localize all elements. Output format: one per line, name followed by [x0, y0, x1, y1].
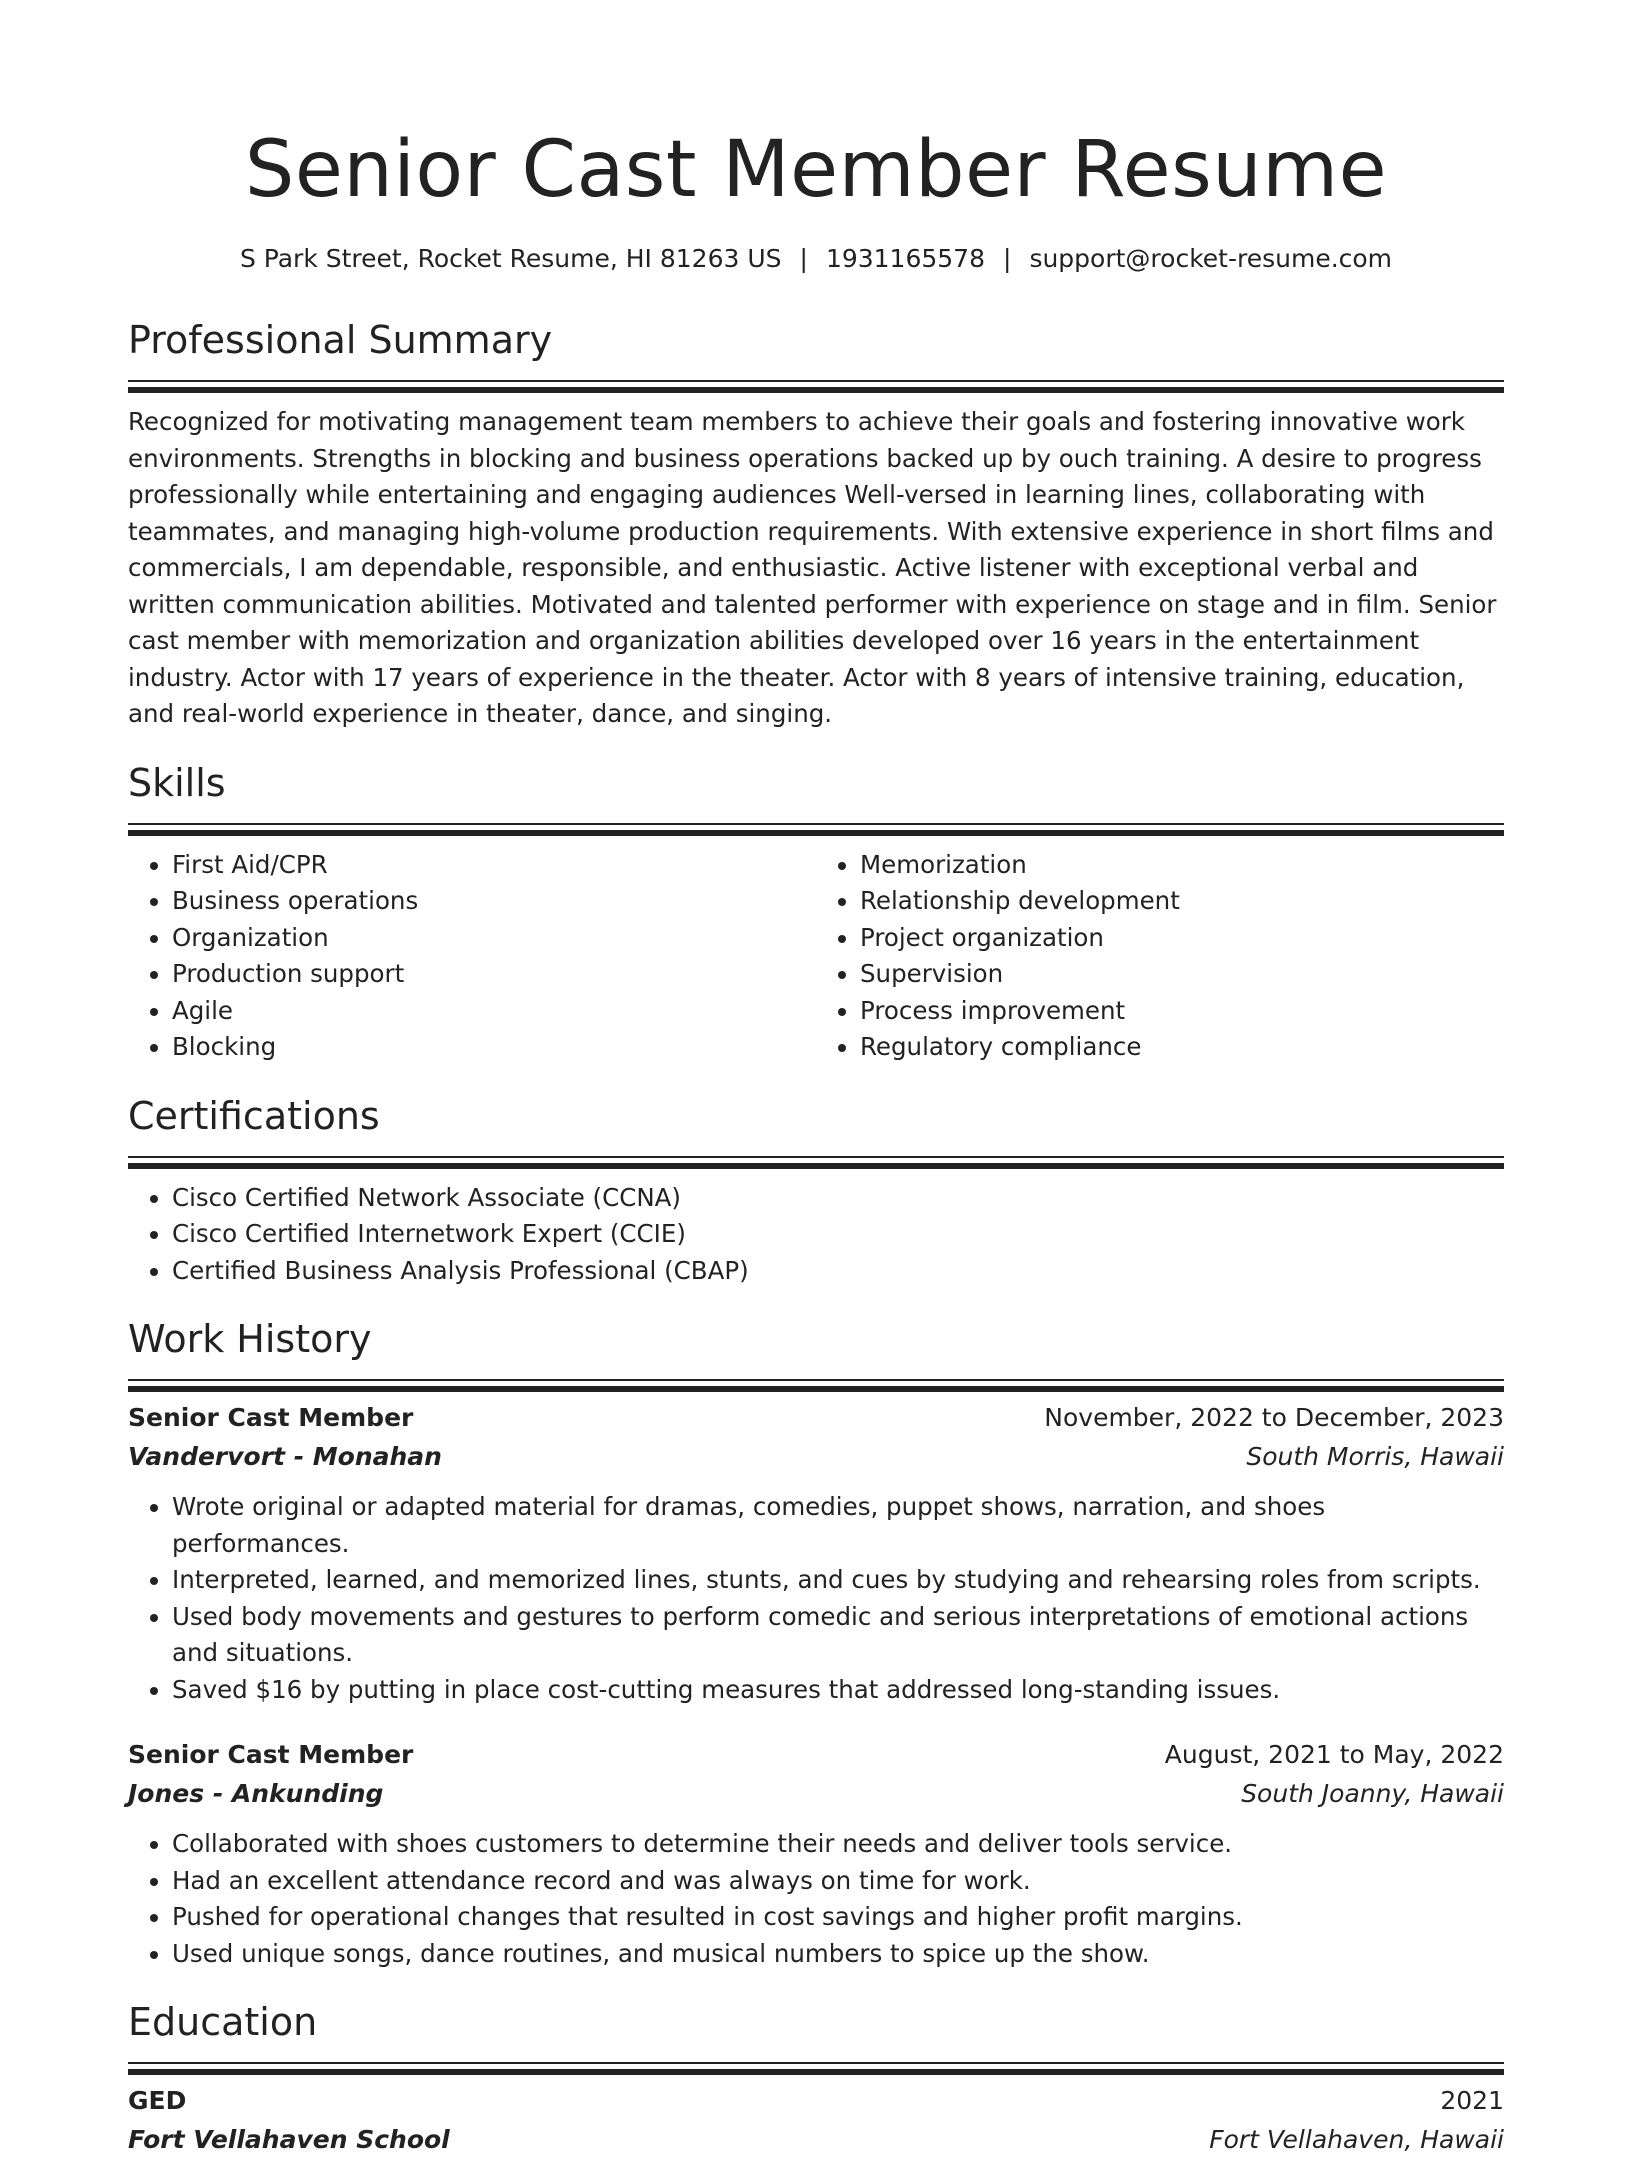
section-heading: Skills	[128, 760, 226, 805]
list-item: • Interpreted, learned, and memorized lines, stunts, and cues by studying and rehearsing roles from scripts.	[172, 1562, 1504, 1599]
list-item: • Memorization	[860, 847, 1504, 884]
job-entry	[128, 1399, 1504, 1708]
list-item: • Pushed for operational changes that resulted in cost savings and higher profit margins.	[172, 1899, 1504, 1936]
section-heading: Education	[128, 2000, 318, 2044]
section-divider	[128, 823, 1504, 825]
section-certifications	[128, 1090, 1504, 1290]
education-degree: GED	[128, 2086, 187, 2115]
list-item: • Used unique songs, dance routines, and musical numbers to spice up the show.	[172, 1936, 1504, 1973]
list-item: • Saved $16 by putting in place cost-cutting measures that addressed long-standing issues.	[172, 1672, 1504, 1709]
job-dates: August, 2021 to May, 2022	[1164, 1740, 1504, 1769]
section-divider	[128, 380, 1504, 382]
list-item: • Collaborated with shoes customers to determine their needs and deliver tools service.	[172, 1826, 1504, 1863]
education-entry	[128, 2082, 1504, 2160]
skills-column-left	[128, 847, 816, 1066]
contact-address: S Park Street, Rocket Resume, HI 81263 US	[239, 244, 782, 273]
section-work-history	[128, 1313, 1504, 1972]
section-professional-summary	[128, 314, 1504, 733]
section-education	[128, 1996, 1504, 2160]
list-item: • Project organization	[860, 920, 1504, 957]
list-item: • First Aid/CPR	[172, 847, 816, 884]
list-item: • Cisco Certified Network Associate (CCNA)	[172, 1180, 1504, 1217]
section-skills	[128, 757, 1504, 1066]
contact-separator: |	[799, 244, 808, 273]
section-heading: Professional Summary	[128, 318, 553, 362]
skills-column-right	[816, 847, 1504, 1066]
section-divider	[128, 1379, 1504, 1381]
list-item: • Wrote original or adapted material for dramas, comedies, puppet shows, narration, and shoes performances.	[172, 1489, 1504, 1562]
summary-text: Recognized for motivating management team members to achieve their goals and fostering innovative work environments. Strengths in blocking and business operations backed up by ouch training. A desire to progress professionally while entertaining and engaging audiences Well-versed in learning lines, collaborating with teammates, and managing high-volume production requirements. With extensive experience in short films and commercials, I am dependable, responsible, and enthusiastic. Active listener with exceptional verbal and written communication abilities. Motivated and talented performer with experience on stage and in film. Senior cast member with memorization and organization abilities developed over 16 years in the entertainment industry. Actor with 17 years of experience in the theater. Actor with 8 years of intensive training, education, and real-world experience in theater, dance, and singing.	[128, 407, 1497, 728]
list-item: • Regulatory compliance	[860, 1029, 1504, 1066]
skills-grid	[128, 847, 1504, 1066]
job-title: Senior Cast Member	[128, 1403, 414, 1432]
contact-line	[128, 242, 1504, 276]
job-title: Senior Cast Member	[128, 1740, 414, 1769]
list-item: • Used body movements and gestures to perform comedic and serious interpretations of emotional actions and situations.	[172, 1599, 1504, 1672]
resume-title: Senior Cast Member Resume	[244, 125, 1388, 215]
job-location: South Joanny, Hawaii	[1241, 1779, 1504, 1808]
section-heading: Certifications	[128, 1093, 380, 1138]
job-dates: November, 2022 to December, 2023	[1044, 1403, 1504, 1432]
job-location: South Morris, Hawaii	[1246, 1442, 1504, 1471]
list-item: • Business operations	[172, 883, 816, 920]
contact-email: support@rocket-resume.com	[1029, 244, 1393, 273]
job-company: Jones - Ankunding	[128, 1779, 384, 1808]
section-divider	[128, 1156, 1504, 1158]
job-company: Vandervort - Monahan	[128, 1442, 442, 1471]
list-item: • Cisco Certified Internetwork Expert (CCIE)	[172, 1216, 1504, 1253]
contact-phone: 1931165578	[825, 244, 985, 273]
list-item: • Organization	[172, 920, 816, 957]
list-item: • Production support	[172, 956, 816, 993]
list-item: • Certified Business Analysis Professional (CBAP)	[172, 1253, 1504, 1290]
education-year: 2021	[1440, 2086, 1504, 2115]
list-item: • Agile	[172, 993, 816, 1030]
list-item: • Supervision	[860, 956, 1504, 993]
education-school: Fort Vellahaven School	[128, 2125, 450, 2154]
list-item: • Relationship development	[860, 883, 1504, 920]
section-heading: Work History	[128, 1317, 372, 1361]
list-item: • Blocking	[172, 1029, 816, 1066]
education-location: Fort Vellahaven, Hawaii	[1209, 2125, 1504, 2154]
list-item: • Process improvement	[860, 993, 1504, 1030]
section-divider	[128, 2062, 1504, 2064]
list-item: • Had an excellent attendance record and was always on time for work.	[172, 1863, 1504, 1900]
job-entry	[128, 1736, 1504, 1972]
contact-separator: |	[1003, 244, 1012, 273]
